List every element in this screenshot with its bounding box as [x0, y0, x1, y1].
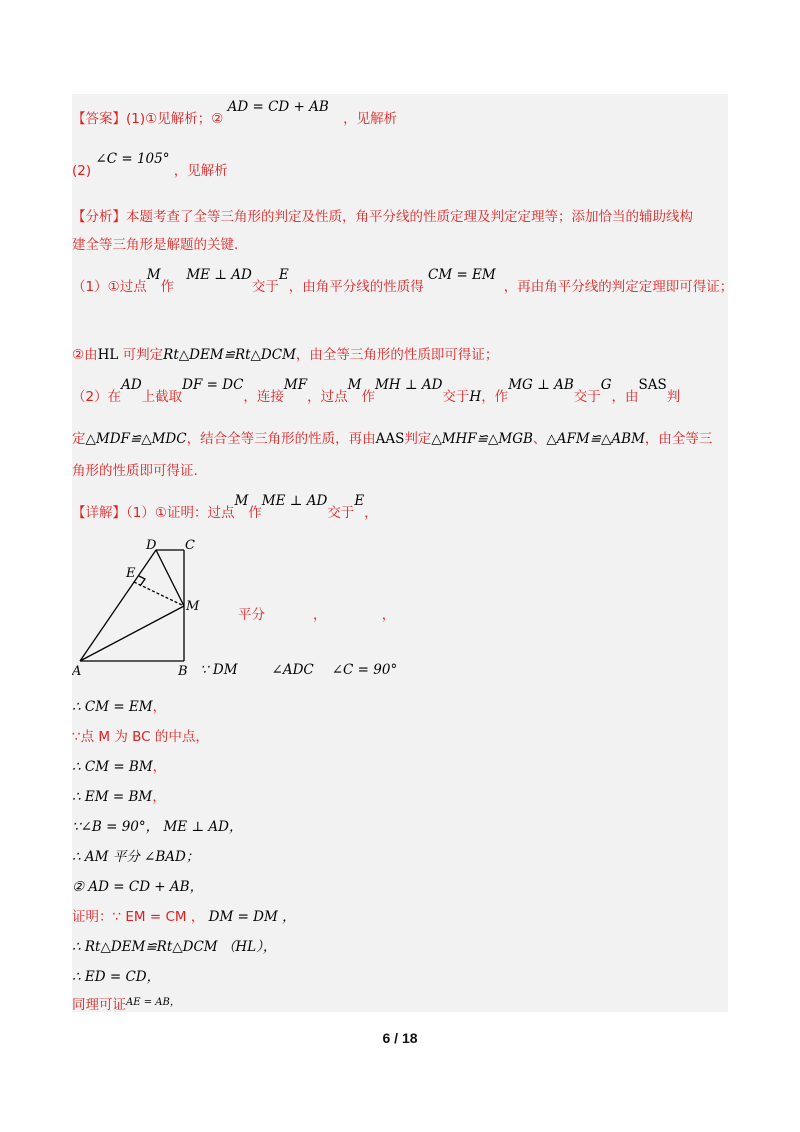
math-eq: △AFM≌△ABM [546, 431, 645, 447]
math-eq: △MHF≌△MGB [431, 431, 533, 447]
text: ， [381, 607, 396, 623]
text: （1）①过点 [72, 279, 147, 295]
text: ，由 [611, 389, 639, 405]
line-EM-dashed [134, 582, 184, 606]
text: 判定 [404, 431, 432, 447]
label-E: E [126, 566, 136, 581]
text: 同理可证 [72, 997, 126, 1013]
math-eq: DM = DM ， [208, 909, 296, 925]
label-D: D [146, 538, 157, 553]
analysis-line-1 [72, 208, 693, 226]
step-9 [72, 938, 276, 956]
step-11 [72, 996, 180, 1016]
line-AM [80, 606, 184, 661]
math-eq: DF = DC [182, 377, 244, 393]
math-SAS: SAS [638, 377, 667, 393]
text: 交于 [442, 389, 470, 405]
text: 判 [666, 389, 681, 405]
label-A: A [72, 664, 82, 679]
text: 证明：∵ EM = CM ， [72, 909, 205, 925]
detail-pingfen-line [238, 606, 395, 624]
text: ②由 [72, 347, 98, 363]
detail-line-1 [72, 493, 378, 522]
step-2: ∵点 M 为 BC 的中点， [72, 729, 209, 745]
text: 作 [160, 279, 175, 295]
math-G: G [600, 377, 612, 393]
answer-p1-prefix: (1)①见解析；② [126, 111, 224, 127]
text: ，结合全等三角形的性质，再由 [186, 431, 376, 447]
text: ，再由角平分线的判定定理即可得证； [503, 279, 734, 295]
step-1 [72, 698, 166, 716]
math-eq: ∴ Rt△DEM≌Rt△DCM （HL）， [72, 939, 277, 955]
text: ，作 [481, 389, 509, 405]
text: （2）在 [72, 389, 122, 405]
text: ，连接 [243, 389, 284, 405]
math-DM: ∵ DM [200, 662, 238, 678]
text: 平分 [238, 607, 265, 623]
detail-because-line [200, 661, 397, 679]
math-eq: CM = EM [428, 267, 496, 283]
answer-line-1 [72, 99, 398, 128]
math-eq: AE = AB， [126, 997, 180, 1008]
text: 、 [532, 431, 547, 447]
text: 交于 [251, 279, 279, 295]
analysis-line-4 [72, 346, 498, 364]
text: ， [152, 699, 167, 715]
text: 交于 [327, 505, 355, 521]
answer-p2-prefix: (2) [72, 163, 92, 179]
math-H: H [469, 389, 482, 405]
step-4 [72, 788, 166, 806]
math-eq: ME ⊥ AD [186, 267, 252, 283]
text: （1）①证明：过点 [126, 505, 235, 521]
analysis-text-1: 本题考查了全等三角形的判定及性质，角平分线的性质定理及判定定理等；添加恰当的辅助线构 [126, 209, 693, 225]
step-3 [72, 758, 166, 776]
line-DM [156, 550, 184, 606]
math-eq: ∴ CM = EM [72, 699, 153, 715]
answer-p1-suffix: ，见解析 [343, 111, 398, 127]
math-E: E [278, 267, 289, 283]
analysis-line-3 [72, 267, 734, 296]
text: ，由全等三角形的性质即可得证； [295, 347, 499, 363]
detail-label: 【详解】 [72, 505, 126, 521]
step-6 [72, 848, 199, 866]
math-AD: AD [121, 377, 142, 393]
text: ， [364, 505, 378, 521]
analysis-line-7: 角形的性质即可得证. [72, 463, 198, 479]
text: ，由全等三 [644, 431, 713, 447]
text: ， [152, 789, 166, 805]
analysis-label: 【分析】 [72, 209, 126, 225]
label-B: B [178, 664, 188, 679]
math-eq: ∴ AM 平分 ∠BAD； [72, 849, 200, 865]
step-8 [72, 908, 296, 926]
math-M: M [234, 493, 249, 509]
label-M: M [186, 599, 200, 614]
text: 作 [361, 389, 375, 405]
line-AD [80, 550, 156, 661]
text: 可判定 [122, 347, 164, 363]
math-angle-C: ∠C = 90° [331, 662, 398, 678]
math-eq: ME ⊥ AD [261, 493, 328, 509]
step-5 [72, 818, 242, 836]
page-number: 6 / 18 [382, 1030, 418, 1046]
math-eq: Rt△DEM≌Rt△DCM [163, 347, 296, 363]
math-eq: ② AD = CD + AB， [72, 879, 204, 895]
step-10 [72, 968, 160, 986]
math-angle-ADC: ∠ADC [271, 662, 314, 678]
text: ， [152, 759, 167, 775]
answer-p2-suffix: ，见解析 [173, 163, 228, 179]
math-AAS: AAS [375, 431, 405, 447]
math-eq: ∴ CM = BM [72, 759, 153, 775]
answer-p1-equation: AD = CD + AB [227, 99, 329, 115]
math-E: E [354, 493, 365, 509]
math-eq: ∴ EM = BM [72, 789, 153, 805]
geometry-figure [72, 536, 202, 680]
math-eq: ∴ ED = CD， [72, 969, 161, 985]
math-MF: MF [283, 377, 308, 393]
text: 上截取 [141, 389, 183, 405]
math-eq: MH ⊥ AD [374, 377, 443, 393]
text: 交于 [573, 389, 601, 405]
text: ，由角平分线的性质得 [288, 279, 424, 295]
answer-p2-equation: ∠C = 105° [95, 151, 170, 167]
math-eq: ∵∠B = 90°， [72, 819, 160, 835]
text: ，过点 [307, 389, 348, 405]
label-C: C [185, 538, 195, 553]
math-M: M [146, 267, 161, 283]
math-HL: HL [97, 347, 119, 363]
math-M: M [347, 377, 362, 393]
answer-line-2 [72, 151, 228, 180]
text: 定 [72, 431, 86, 447]
analysis-line-5 [72, 377, 681, 406]
text: 作 [248, 505, 262, 521]
math-eq: △MDF≌△MDC [85, 431, 187, 447]
analysis-line-6 [72, 430, 712, 448]
math-eq: ME ⊥ AD， [163, 819, 243, 835]
math-eq: MG ⊥ AB [508, 377, 574, 393]
step-7 [72, 878, 203, 896]
analysis-line-2: 建全等三角形是解题的关键. [72, 237, 239, 253]
text: ， [313, 607, 320, 623]
answer-label: 【答案】 [72, 111, 126, 127]
